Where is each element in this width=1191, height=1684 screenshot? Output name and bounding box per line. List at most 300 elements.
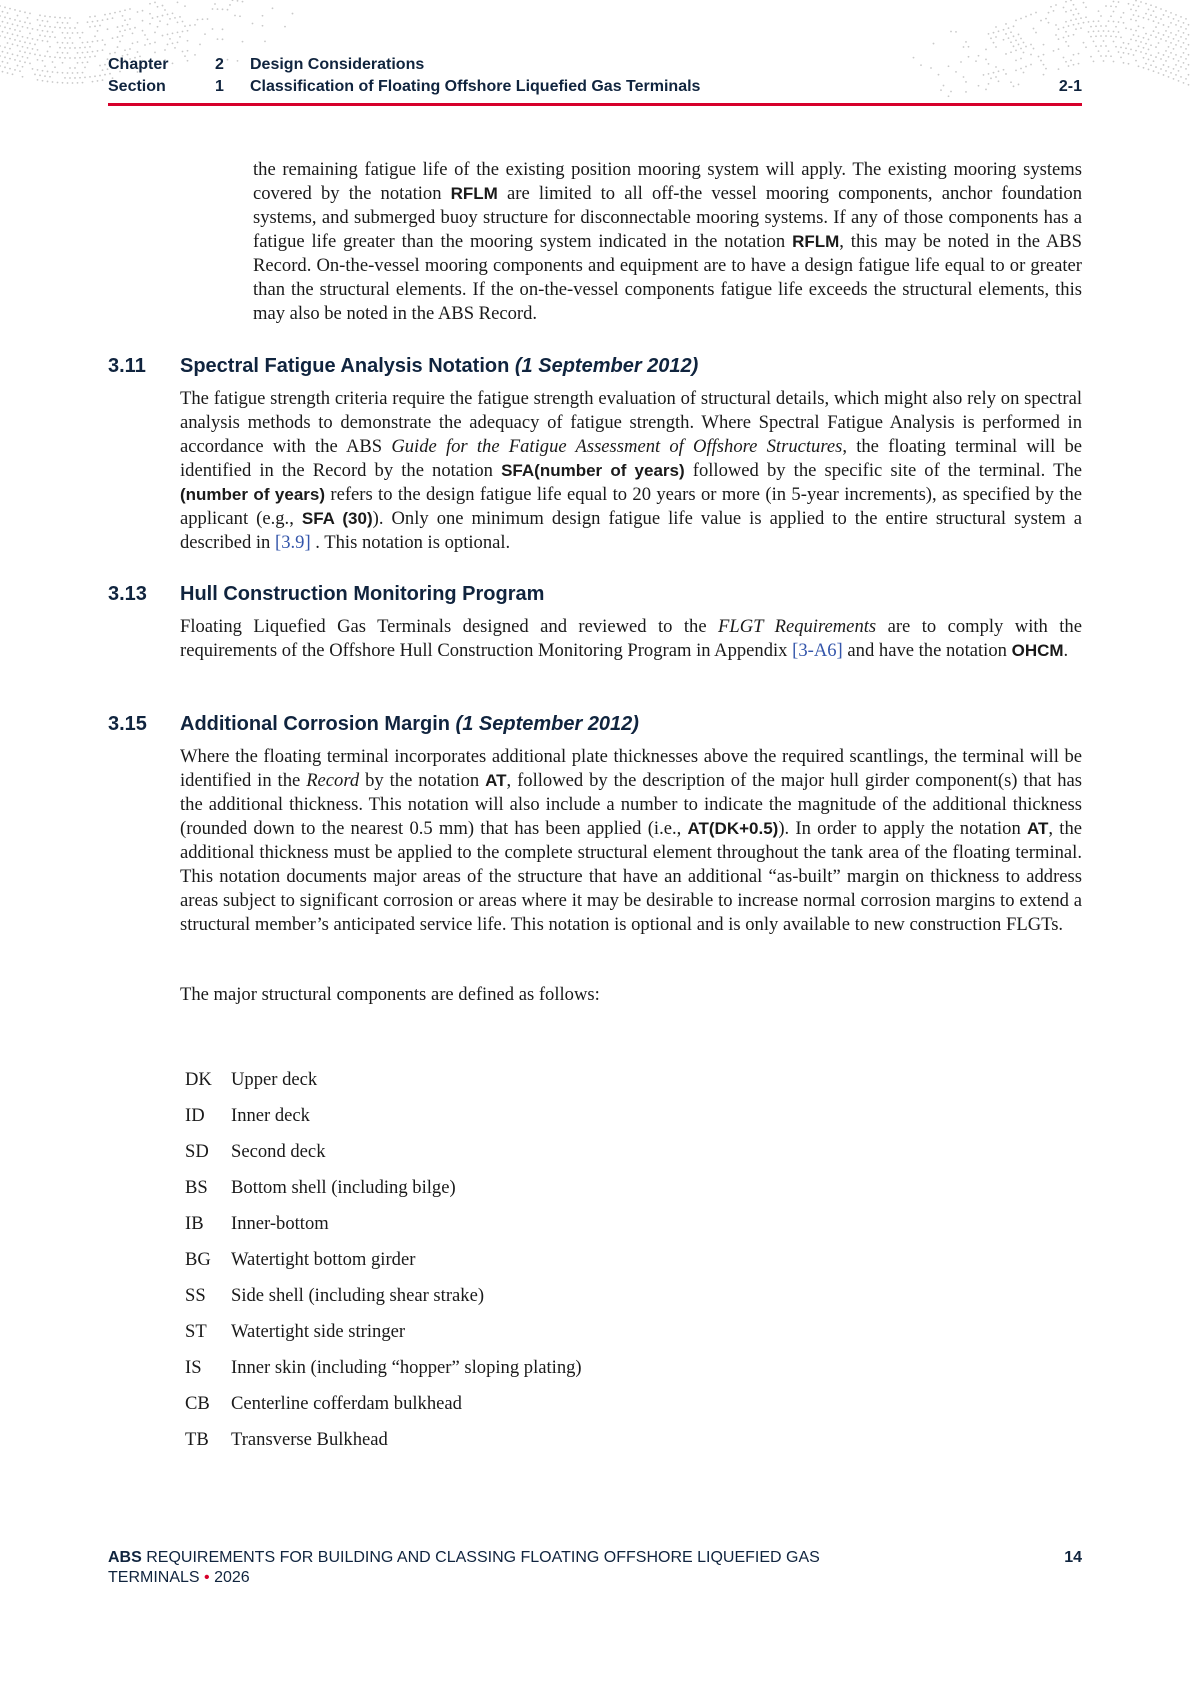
decorative-dot xyxy=(1020,38,1022,40)
decorative-dot xyxy=(27,47,29,49)
guide-title: Guide for the Fatigue Assessment of Offshore Structures xyxy=(391,436,843,457)
cross-reference-link[interactable]: [3.9] xyxy=(275,532,311,553)
record-title: Record xyxy=(306,770,360,791)
decorative-dot xyxy=(1003,29,1005,31)
decorative-dot xyxy=(1125,47,1127,49)
decorative-dot xyxy=(1170,22,1172,24)
decorative-dot xyxy=(187,40,189,42)
decorative-dot xyxy=(1065,41,1067,43)
decorative-dot xyxy=(1065,1,1067,3)
decorative-dot xyxy=(1168,66,1170,68)
decorative-dot xyxy=(104,64,106,66)
decorative-dot xyxy=(124,49,126,51)
text: , the additional thickness must be applied to the complete structural element throughout the tank area of the floating terminal. This notation documents major areas of the structure that have an additional “as-built” margin on thickness to address areas subject to significant corrosion or areas where it may be desirable to increase normal corrosion margins to extend a structural member’s anticipated service life. This notation is optional and is only available to new construction FLGTs. xyxy=(180,818,1082,935)
decorative-dot xyxy=(1178,30,1180,32)
text: are limited to all off-the vessel mooring components, anchor foundation systems, and submerged buoy structure for disconnectable mooring systems. If any of those components has a fatigue life greater than the mooring system indicated in the notation xyxy=(253,183,1082,252)
decorative-dot xyxy=(1185,38,1187,40)
list-item xyxy=(185,1206,582,1242)
decorative-dot xyxy=(114,12,116,14)
page-reference: 2-1 xyxy=(1058,78,1082,95)
decorative-dot xyxy=(57,52,59,54)
section-title: Classification of Floating Offshore Liquefied Gas Terminals xyxy=(250,78,701,95)
decorative-dot xyxy=(17,55,19,57)
decorative-dot xyxy=(1150,44,1152,46)
decorative-dot xyxy=(1138,15,1140,17)
decorative-dot xyxy=(1015,20,1017,22)
list-item xyxy=(185,1314,582,1350)
decorative-dot xyxy=(1133,14,1135,16)
running-footer xyxy=(108,1548,1082,1588)
decorative-dot xyxy=(32,68,34,70)
component-name: Inner-bottom xyxy=(231,1213,329,1234)
decorative-dot xyxy=(0,5,1,7)
decorative-dot xyxy=(74,67,76,69)
decorative-dot xyxy=(1058,38,1060,40)
decorative-dot xyxy=(1135,50,1137,52)
decorative-dot xyxy=(1133,4,1135,6)
decorative-dot xyxy=(1185,68,1187,70)
text: ). Only one minimum design fatigue life value is applied to the entire structural system a described in xyxy=(180,508,1083,553)
decorative-dot xyxy=(7,22,9,24)
decorative-dot xyxy=(154,42,156,44)
section-heading-3-15 xyxy=(108,713,639,736)
decorative-dot xyxy=(0,15,1,17)
decorative-dot xyxy=(162,5,164,7)
decorative-dot xyxy=(157,16,159,18)
decorative-dot xyxy=(1020,48,1022,50)
decorative-dot xyxy=(1075,18,1077,20)
decorative-dot xyxy=(232,0,234,1)
notation: SFA(number of years) xyxy=(501,461,685,480)
decorative-dot xyxy=(37,79,39,81)
decorative-dot xyxy=(1033,48,1035,50)
decorative-dot xyxy=(142,20,144,22)
decorative-dot xyxy=(104,14,106,16)
decorative-dot xyxy=(24,61,26,63)
component-name: Inner deck xyxy=(231,1105,310,1126)
decorative-dot xyxy=(124,9,126,11)
decorative-dot xyxy=(1175,74,1177,76)
component-name: Second deck xyxy=(231,1141,326,1162)
decorative-dot xyxy=(1105,25,1107,27)
decorative-dot xyxy=(292,13,294,15)
component-name: Transverse Bulkhead xyxy=(231,1429,388,1450)
decorative-dot xyxy=(37,29,39,31)
decorative-dot xyxy=(1108,20,1110,22)
decorative-dot xyxy=(1178,40,1180,42)
decorative-dot xyxy=(92,21,94,23)
decorative-dot xyxy=(1063,7,1065,9)
decorative-dot xyxy=(1045,18,1047,20)
decorative-dot xyxy=(49,36,51,38)
decorative-dot xyxy=(1013,35,1015,37)
decorative-dot xyxy=(1140,41,1142,43)
decorative-dot xyxy=(29,43,31,45)
decorative-dot xyxy=(1180,26,1182,28)
decorative-dot xyxy=(62,82,64,84)
decorative-dot xyxy=(42,40,44,42)
decorative-dot xyxy=(1065,21,1067,23)
decorative-dot xyxy=(4,36,6,38)
decorative-dot xyxy=(19,70,21,72)
decorative-dot xyxy=(69,77,71,79)
decorative-dot xyxy=(1173,68,1175,70)
decorative-dot xyxy=(39,54,41,56)
decorative-dot xyxy=(54,66,56,68)
decorative-dot xyxy=(1095,45,1097,47)
decorative-dot xyxy=(22,26,24,28)
decorative-dot xyxy=(1158,32,1160,34)
decorative-dot xyxy=(112,37,114,39)
decorative-dot xyxy=(29,33,31,35)
decorative-dot xyxy=(1123,22,1125,24)
decorative-dot xyxy=(955,31,957,33)
decorative-dot xyxy=(1135,10,1137,12)
components-intro: The major structural components are defined as follows: xyxy=(180,984,600,1005)
decorative-dot xyxy=(154,2,156,4)
decorative-dot xyxy=(14,29,16,31)
decorative-dot xyxy=(1173,48,1175,50)
decorative-dot xyxy=(1093,61,1095,63)
decorative-dot xyxy=(14,69,16,71)
text: Floating Liquefied Gas Terminals designed and reviewed to the xyxy=(180,616,719,637)
decorative-dot xyxy=(985,49,987,51)
decorative-dot xyxy=(17,45,19,47)
decorative-dot xyxy=(1068,35,1070,37)
decorative-dot xyxy=(1035,32,1037,34)
heading-date: (1 September 2012) xyxy=(455,713,639,735)
decorative-dot xyxy=(993,32,995,34)
decorative-dot xyxy=(59,57,61,59)
decorative-dot xyxy=(252,23,254,25)
decorative-dot xyxy=(1168,76,1170,78)
decorative-dot xyxy=(167,44,169,46)
decorative-dot xyxy=(62,62,64,64)
decorative-dot xyxy=(1103,40,1105,42)
decorative-dot xyxy=(69,47,71,49)
decorative-dot xyxy=(227,9,229,11)
decorative-dot xyxy=(1068,25,1070,27)
decorative-dot xyxy=(9,68,11,70)
decorative-dot xyxy=(137,11,139,13)
decorative-dot xyxy=(84,66,86,68)
decorative-dot xyxy=(57,42,59,44)
decorative-dot xyxy=(1183,32,1185,34)
decorative-dot xyxy=(1110,55,1112,57)
decorative-dot xyxy=(1180,56,1182,58)
decorative-dot xyxy=(1173,38,1175,40)
decorative-dot xyxy=(1185,48,1187,50)
decorative-dot xyxy=(1118,1,1120,3)
decorative-dot xyxy=(1170,12,1172,14)
decorative-dot xyxy=(62,32,64,34)
decorative-dot xyxy=(19,60,21,62)
decorative-dot xyxy=(102,49,104,51)
footer-abs: ABS xyxy=(108,1549,142,1566)
decorative-dot xyxy=(107,28,109,30)
decorative-dot xyxy=(122,25,124,27)
decorative-dot xyxy=(184,25,186,27)
decorative-dot xyxy=(1120,47,1122,49)
decorative-dot xyxy=(1178,20,1180,22)
decorative-dot xyxy=(990,37,992,39)
decorative-dot xyxy=(1138,5,1140,7)
decorative-dot xyxy=(7,62,9,64)
decorative-dot xyxy=(1010,51,1012,53)
decorative-dot xyxy=(1100,45,1102,47)
decorative-dot xyxy=(1115,6,1117,8)
decorative-dot xyxy=(49,76,51,78)
decorative-dot xyxy=(1085,16,1087,18)
component-abbreviation: TB xyxy=(185,1429,209,1450)
decorative-dot xyxy=(169,18,171,20)
decorative-dot xyxy=(2,31,4,33)
decorative-dot xyxy=(197,19,199,21)
decorative-dot xyxy=(9,8,11,10)
decorative-dot xyxy=(129,48,131,50)
decorative-dot xyxy=(1188,54,1190,56)
decorative-dot xyxy=(27,17,29,19)
component-abbreviation: SS xyxy=(185,1285,206,1306)
decorative-dot xyxy=(1188,74,1190,76)
decorative-dot xyxy=(1153,70,1155,72)
decorative-dot xyxy=(1055,4,1057,6)
footer-title-line-1 xyxy=(108,1548,1082,1568)
notation: OHCM xyxy=(1011,641,1064,660)
text: , followed by the description of the major hull girder component(s) that has the additional thickness. This notation will also include a number to indicate the magnitude of the additional thickness (rounded down to the nearest 0.5 mm) that has been applied (i.e., xyxy=(180,770,1082,839)
decorative-dot xyxy=(67,72,69,74)
decorative-dot xyxy=(1135,60,1137,62)
decorative-dot xyxy=(1158,42,1160,44)
decorative-dot xyxy=(82,42,84,44)
decorative-dot xyxy=(1150,14,1152,16)
decorative-dot xyxy=(149,43,151,45)
decorative-dot xyxy=(49,46,51,48)
decorative-dot xyxy=(242,1,244,3)
text: the remaining fatigue life of the existing position mooring system will apply. The existing mooring systems covered by the notation xyxy=(253,159,1082,204)
component-name: Side shell (including shear strake) xyxy=(231,1285,485,1306)
component-name: Upper deck xyxy=(231,1069,318,1090)
decorative-dot xyxy=(1113,61,1115,63)
decorative-dot xyxy=(67,82,69,84)
decorative-dot xyxy=(1145,43,1147,45)
decorative-dot xyxy=(1070,19,1072,21)
decorative-dot xyxy=(44,35,46,37)
decorative-dot xyxy=(1165,30,1167,32)
decorative-dot xyxy=(1130,18,1132,20)
decorative-dot xyxy=(1130,38,1132,40)
decorative-dot xyxy=(19,50,21,52)
decorative-dot xyxy=(933,43,935,45)
decorative-dot xyxy=(1168,26,1170,28)
section-number: 1 xyxy=(215,78,224,95)
decorative-dot xyxy=(44,25,46,27)
decorative-dot xyxy=(54,56,56,58)
cross-reference-link[interactable]: [3-A6] xyxy=(792,640,843,661)
decorative-dot xyxy=(1148,59,1150,61)
text: followed by the specific site of the terminal. The xyxy=(684,460,1082,481)
decorative-dot xyxy=(9,38,11,40)
decorative-dot xyxy=(1105,55,1107,57)
decorative-dot xyxy=(965,41,967,43)
decorative-dot xyxy=(152,17,154,19)
decorative-dot xyxy=(1100,35,1102,37)
decorative-dot xyxy=(89,26,91,28)
decorative-dot xyxy=(34,74,36,76)
decorative-dot xyxy=(107,18,109,20)
decorative-dot xyxy=(52,31,54,33)
decorative-dot xyxy=(1163,34,1165,36)
decorative-dot xyxy=(1170,72,1172,74)
section-3-13-paragraph xyxy=(180,615,1082,663)
decorative-dot xyxy=(64,27,66,29)
decorative-dot xyxy=(1123,12,1125,14)
decorative-dot xyxy=(74,27,76,29)
decorative-dot xyxy=(87,61,89,63)
decorative-dot xyxy=(988,33,990,35)
decorative-dot xyxy=(24,51,26,53)
decorative-dot xyxy=(52,81,54,83)
decorative-dot xyxy=(1173,78,1175,80)
decorative-dot xyxy=(1048,12,1050,14)
footer-title-line-2 xyxy=(108,1568,1082,1588)
decorative-dot xyxy=(1168,46,1170,48)
decorative-dot xyxy=(1083,2,1085,4)
decorative-dot xyxy=(187,30,189,32)
footer-separator: • xyxy=(199,1569,215,1586)
decorative-dot xyxy=(49,16,51,18)
decorative-dot xyxy=(1175,24,1177,26)
text: refers to the design fatigue life equal to 20 years or more (in 5-year increments), as specified by the applicant (e.g., xyxy=(180,484,1082,529)
decorative-dot xyxy=(57,82,59,84)
decorative-dot xyxy=(177,21,179,23)
decorative-dot xyxy=(1158,72,1160,74)
decorative-dot xyxy=(1095,35,1097,37)
notation: (number of years) xyxy=(180,485,326,504)
decorative-dot xyxy=(1100,25,1102,27)
decorative-dot xyxy=(92,41,94,43)
decorative-dot xyxy=(1053,50,1055,52)
decorative-dot xyxy=(1180,36,1182,38)
decorative-dot xyxy=(1063,37,1065,39)
decorative-dot xyxy=(67,42,69,44)
component-name: Centerline cofferdam bulkhead xyxy=(231,1393,462,1414)
decorative-dot xyxy=(172,42,174,44)
decorative-dot xyxy=(54,16,56,18)
decorative-dot xyxy=(34,54,36,56)
footer-year: 2026 xyxy=(214,1569,250,1586)
decorative-dot xyxy=(1055,24,1057,26)
decorative-dot xyxy=(1003,39,1005,41)
decorative-dot xyxy=(1160,38,1162,40)
section-3-11-paragraph xyxy=(180,387,1082,555)
decorative-dot xyxy=(284,26,286,28)
decorative-dot xyxy=(122,15,124,17)
decorative-dot xyxy=(1013,45,1015,47)
decorative-dot xyxy=(1148,19,1150,21)
decorative-dot xyxy=(87,21,89,23)
decorative-dot xyxy=(37,39,39,41)
decorative-dot xyxy=(22,56,24,58)
decorative-dot xyxy=(222,28,224,30)
decorative-dot xyxy=(998,30,1000,32)
decorative-dot xyxy=(64,37,66,39)
decorative-dot xyxy=(1183,52,1185,54)
decorative-dot xyxy=(149,13,151,15)
decorative-dot xyxy=(29,23,31,25)
decorative-dot xyxy=(1098,50,1100,52)
section-label: Section xyxy=(108,78,166,95)
decorative-dot xyxy=(1175,34,1177,36)
decorative-dot xyxy=(262,15,264,17)
heading-text: Spectral Fatigue Analysis Notation xyxy=(180,355,515,377)
decorative-dot xyxy=(39,24,41,26)
text: ). In order to apply the notation xyxy=(778,818,1027,839)
decorative-dot xyxy=(34,44,36,46)
decorative-dot xyxy=(1083,22,1085,24)
decorative-dot xyxy=(134,27,136,29)
decorative-dot xyxy=(69,17,71,19)
text: The fatigue strength criteria require the fatigue strength evaluation of structural details, which might also rely on spectral analysis methods to demonstrate the adequacy of fatigue strength. Where Spectral Fatigue Analysis is performed in accordance with the ABS xyxy=(180,388,1082,457)
decorative-dot xyxy=(1178,80,1180,82)
decorative-dot xyxy=(47,81,49,83)
decorative-dot xyxy=(1155,6,1157,8)
decorative-dot xyxy=(79,37,81,39)
decorative-dot xyxy=(47,71,49,73)
decorative-dot xyxy=(2,21,4,23)
decorative-dot xyxy=(167,34,169,36)
notation: RFLM xyxy=(792,232,840,251)
decorative-dot xyxy=(42,30,44,32)
decorative-dot xyxy=(64,77,66,79)
decorative-dot xyxy=(1165,40,1167,42)
decorative-dot xyxy=(1173,18,1175,20)
decorative-dot xyxy=(29,13,31,15)
decorative-dot xyxy=(1133,54,1135,56)
component-name: Inner skin (including “hopper” sloping plating) xyxy=(231,1357,582,1378)
decorative-dot xyxy=(1143,57,1145,59)
decorative-dot xyxy=(182,51,184,53)
decorative-dot xyxy=(184,5,186,7)
decorative-dot xyxy=(1093,31,1095,33)
decorative-dot xyxy=(69,37,71,39)
decorative-dot xyxy=(1118,21,1120,23)
decorative-dot xyxy=(119,11,121,13)
decorative-dot xyxy=(1153,60,1155,62)
decorative-dot xyxy=(82,72,84,74)
decorative-dot xyxy=(214,3,216,5)
decorative-dot xyxy=(182,21,184,23)
decorative-dot xyxy=(72,32,74,34)
decorative-dot xyxy=(1090,26,1092,28)
decorative-dot xyxy=(42,60,44,62)
notation: RFLM xyxy=(450,184,498,203)
decorative-dot xyxy=(1098,10,1100,12)
notation: SFA (30) xyxy=(301,509,373,528)
decorative-dot xyxy=(57,72,59,74)
decorative-dot xyxy=(142,30,144,32)
decorative-dot xyxy=(1185,78,1187,80)
chapter-label: Chapter xyxy=(108,56,169,73)
decorative-dot xyxy=(94,75,96,77)
decorative-dot xyxy=(42,70,44,72)
requirements-title: FLGT Requirements xyxy=(718,616,877,637)
decorative-dot xyxy=(182,31,184,33)
text: , this may be noted in the ABS Record. On-the-vessel mooring components and equipment are to have a design fatigue life equal to or greater than the structural elements. If the on-the-vessel components fatigue life exceeds the structural elements, this may also be noted in the ABS Record. xyxy=(253,231,1082,324)
decorative-dot xyxy=(99,65,101,67)
decorative-dot xyxy=(1145,13,1147,15)
decorative-dot xyxy=(47,31,49,33)
